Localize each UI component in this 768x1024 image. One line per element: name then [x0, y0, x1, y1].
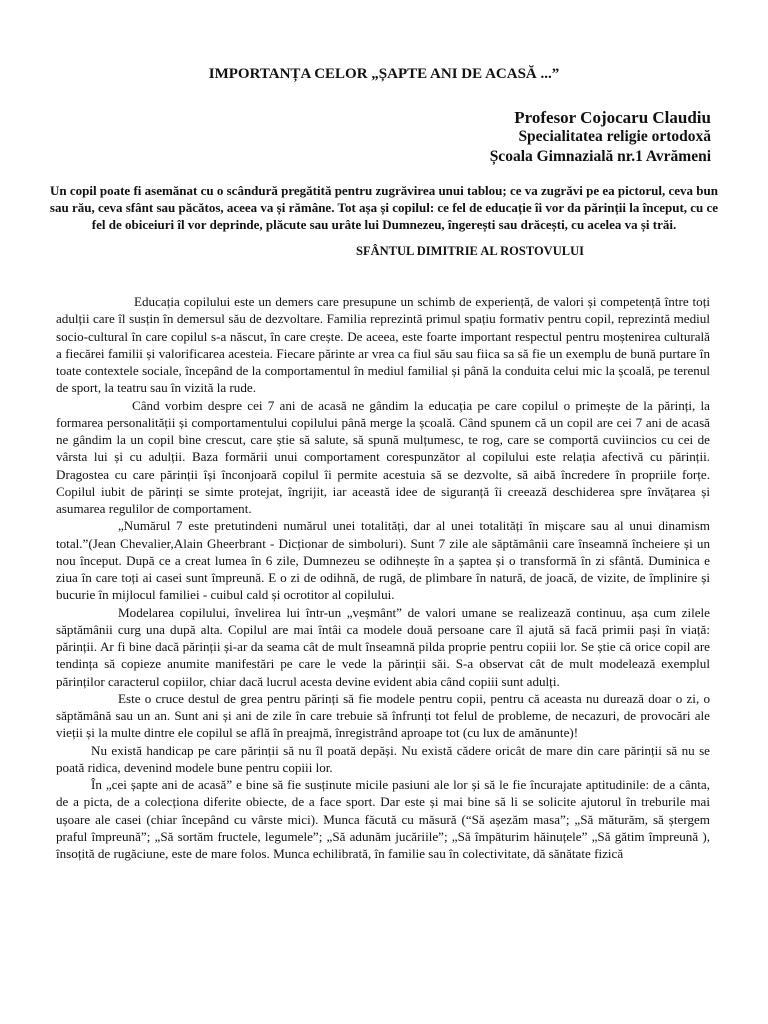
- paragraph: Educația copilului este un demers care presupune un schimb de experiență, de valori și competență între toți adulții care îl susțin în demersul său de dezvoltare. Familia reprezintă primul spațiu formativ pentru copil, reprezintă mediul socio-cultural în care copilul s-a născut, în care crește. De aceea, este foarte important respectul pentru moștenirea culturală a fiecărei familii și valorificarea acesteia. Fiecare părinte ar vrea ca fiul său sau fiica sa să fie un exemplu de bună purtare în toate contextele sociale, începând de la comportamentul în mediul familial și până la conduita celui mic la școală, pe terenul de sport, la teatru sau în vizită la rude.: [56, 294, 710, 396]
- document-title: IMPORTANȚA CELOR „ȘAPTE ANI DE ACASĂ ...”: [208, 66, 560, 82]
- document-body: [56, 293, 710, 862]
- author-specialty: Specialitatea religie ortodoxă: [518, 128, 711, 145]
- paragraph: Nu există handicap pe care părinții să nu îl poată depăși. Nu există cădere oricât de mare din care părinții să nu se poată ridica, devenind modele bune pentru copiii lor.: [56, 742, 710, 775]
- motto-text: Un copil poate fi asemănat cu o scândură pregătită pentru zugrăvirea unui tablou; ce va zugrăvi pe ea pictorul, ceva bun sau rău, ceva sfânt sau păcătos, aceea va și rămâne. Tot așa și copilul: ce fel de educație îi vor da părinții la început, cu ce fel de obiceiuri îl vor deprinde, plăcute sau urâte lui Dumnezeu, îngerești sau drăcești, cu acelea va și trăi.: [49, 183, 719, 232]
- paragraph: Este o cruce destul de grea pentru părinți să fie modele pentru copii, pentru că aceasta nu durează doar o zi, o săptămână sau un an. Sunt ani și ani de zile în care trebuie să înfrunți tot felul de probleme, de necazuri, de provocări ale vieții și la multe dintre ele copilul se află în preajmă, înregistrând aproape tot (cu lux de amănunte)!: [56, 690, 710, 741]
- paragraph: În „cei șapte ani de acasă” e bine să fie susținute micile pasiuni ale lor și să le fie încurajate aptitudinile: de a cânta, de a picta, de a colecționa diferite obiecte, de a face sport. Dar este și mai bine să li se solicite ajutorul în treburile mai ușoare ale casei (chiar începând cu vârste mici). Munca făcută cu măsură (“Să așezăm masa”; „Să măturăm, să ștergem praful împreună”; „Să sortăm fructele, legumele”; „Să adunăm jucăriile”; „Să împăturim hăinuțele” „Să gătim împreună ), însoțită de rugăciune, este de mare folos. Munca echilibrată, în familie sau în colectivitate, dă sănătate fizică: [56, 777, 710, 861]
- paragraph: „Numărul 7 este pretutindeni numărul unei totalități, dar al unei totalități în mișcare sau al unui dinamism total.”(Jean Chevalier,Alain Gheerbrant - Dicționar de simboluri). Sunt 7 zile ale săptămânii care înseamnă încheiere și un nou început. După ce a creat lumea în 6 zile, Dumnezeu se odihnește în a șaptea și o transformă în zi sfântă. Duminica e ziua în care toți ai casei sunt împreună. E o zi de odihnă, de rugă, de plimbare în natură, de joacă, de vizite, de împlinire și bucurie în mijlocul familiei - cuibul cald și ocrotitor al copilului.: [56, 518, 710, 603]
- author-name: Profesor Cojocaru Claudiu: [514, 108, 711, 127]
- author-school: Școala Gimnazială nr.1 Avrămeni: [489, 148, 711, 165]
- paragraph: Modelarea copilului, învelirea lui într-un „veșmânt” de valori umane se realizează continuu, așa cum zilele săptămânii curg una după alta. Copilul are mai întâi ca modele două persoane care îl ajută să facă primii pași în viață: părinții. Ar fi bine dacă părinții și-ar da seama cât de mult înseamnă pilda proprie pentru copiii lor. Se știe că orice copil are tendința să copieze anumite manifestări pe care le vede la părinții săi. S-a observat cât de mult modelează exemplul părinților caracterul copiilor, chiar dacă lucrul acesta devine evident abia când copiii sunt adulți.: [56, 604, 710, 689]
- paragraph: Când vorbim despre cei 7 ani de acasă ne gândim la educația pe care copilul o primește de la părinți, la formarea personalității și comportamentului copilului până merge la școală. Când spunem că un copil are cei 7 ani de acasă ne gândim la un copil bine crescut, care știe să salute, să spună mulțumesc, te rog, care se comportă cuviincios cu cei de vârsta lui și cu adulții. Baza formării unui comportament corespunzător al copilului este relația afectivă cu părinții. Dragostea cu care părinții își înconjoară copilul îi permite acestuia să se dezvolte, să aibă încredere în propriile forțe. Copilul iubit de părinți se simte protejat, îngrijit, iar această idee de siguranță îi creează deschiderea spre învățarea și asumarea regulilor de comportament.: [56, 397, 710, 516]
- motto-source: SFÂNTUL DIMITRIE AL ROSTOVULUI: [356, 244, 584, 258]
